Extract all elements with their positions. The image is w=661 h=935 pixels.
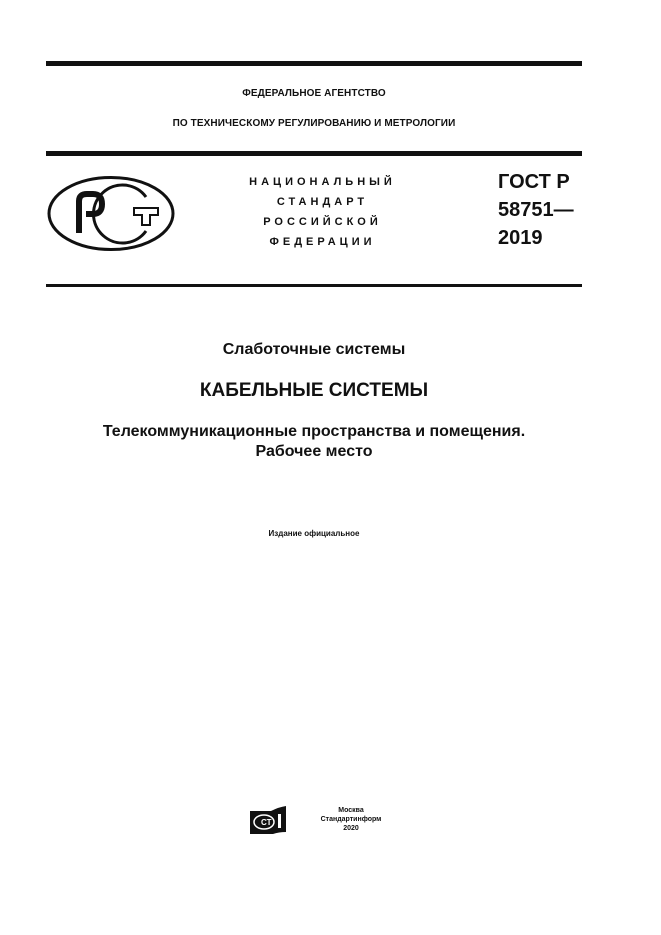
top-rule [46, 61, 582, 66]
standartinform-logo-icon [249, 805, 287, 835]
national-line-4: ФЕДЕРАЦИИ [269, 236, 376, 248]
rst-certification-mark-icon [46, 175, 176, 252]
gost-line-3: 2019 [498, 227, 543, 249]
middle-rule [46, 151, 582, 156]
national-standard-label [240, 172, 405, 252]
publisher-city: Москва [338, 807, 364, 814]
svg-text:СТ: СТ [261, 818, 272, 827]
title-line-1: Слаботочные системы [222, 341, 406, 358]
title-line-3a: Телекоммуникационные пространства и помещения. [102, 423, 526, 440]
title-line-3 [46, 422, 582, 462]
publisher-name: Стандартинформ [320, 816, 382, 823]
gost-line-1: ГОСТ Р [498, 171, 570, 193]
gost-line-2: 58751— [498, 199, 574, 221]
agency-line-2: ПО ТЕХНИЧЕСКОМУ РЕГУЛИРОВАНИЮ И МЕТРОЛОГИИ [172, 118, 456, 129]
national-line-2: СТАНДАРТ [276, 196, 369, 208]
agency-line-1: ФЕДЕРАЛЬНОЕ АГЕНТСТВО [242, 88, 386, 99]
publisher-info [306, 806, 396, 833]
publisher-year: 2020 [343, 825, 359, 832]
title-line-3b: Рабочее место [255, 443, 373, 460]
national-line-3: РОССИЙСКОЙ [263, 216, 382, 228]
bottom-rule [46, 284, 582, 287]
title-line-2: КАБЕЛЬНЫЕ СИСТЕМЫ [199, 380, 429, 401]
national-line-1: НАЦИОНАЛЬНЫЙ [249, 176, 396, 188]
gost-designation [498, 168, 574, 252]
edition-label: Издание официальное [268, 529, 360, 538]
